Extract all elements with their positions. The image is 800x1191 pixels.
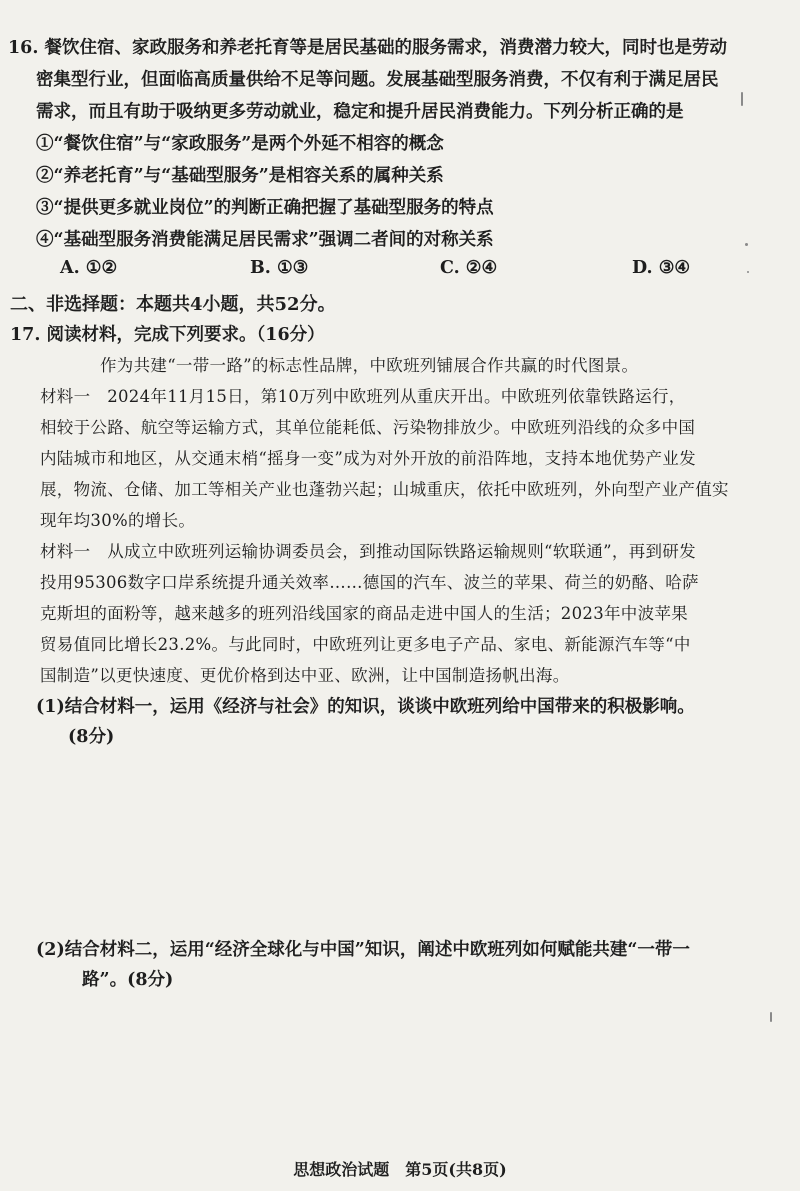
q17-intro: 作为共建“一带一路”的标志性品牌，中欧班列铺展合作共赢的时代图景。 [100, 356, 639, 375]
q17-sub2-line-1: (2)结合材料二，运用“经济全球化与中国”知识，阐述中欧班列如何赋能共建“一带一 [36, 940, 690, 960]
material-1-line-5: 现年均30%的增长。 [40, 511, 196, 530]
page-footer: 思想政治试题 第5页(共8页) [293, 1160, 507, 1179]
q16-stem-line-3: 需求，而且有助于吸纳更多劳动就业，稳定和提升居民消费能力。下列分析正确的是 [36, 102, 684, 122]
q16-stem-line-1: 16. 餐饮住宿、家政服务和养老托育等是居民基础的服务需求，消费潜力较大，同时也是劳动 [8, 38, 728, 58]
material-2-line-3: 克斯坦的面粉等，越来越多的班列沿线国家的商品走进中国人的生活；2023年中波苹果 [40, 604, 688, 623]
q17-stem: 17. 阅读材料，完成下列要求。（16分） [10, 325, 325, 345]
material-2-line-5: 国制造”以更快速度、更优价格到达中亚、欧洲，让中国制造扬帆出海。 [40, 666, 570, 685]
material-2-line-2: 投用95306数字口岸系统提升通关效率……德国的汽车、波兰的苹果、荷兰的奶酪、哈萨 [40, 573, 699, 592]
material-1-line-3: 内陆城市和地区，从交通末梢“摇身一变”成为对外开放的前沿阵地，支持本地优势产业发 [40, 449, 696, 468]
material-1-line-4: 展，物流、仓储、加工等相关产业也蓬勃兴起；山城重庆，依托中欧班列，外向型产业产值实 [40, 480, 729, 499]
q16-statement-1: ①“餐饮住宿”与“家政服务”是两个外延不相容的概念 [36, 134, 444, 154]
q16-option-a: A. ①② [60, 258, 118, 278]
q16-statement-2: ②“养老托育”与“基础型服务”是相容关系的属种关系 [36, 166, 444, 186]
material-1-line-2: 相较于公路、航空等运输方式，其单位能耗低、污染物排放少。中欧班列沿线的众多中国 [40, 418, 696, 437]
section-2-heading: 二、非选择题：本题共4小题，共52分。 [10, 294, 336, 315]
q16-option-c: C. ②④ [440, 258, 498, 278]
q17-sub1-line-1: (1)结合材料一，运用《经济与社会》的知识，谈谈中欧班列给中国带来的积极影响。 [36, 697, 695, 717]
q16-statement-3: ③“提供更多就业岗位”的判断正确把握了基础型服务的特点 [36, 198, 494, 218]
q16-statement-4: ④“基础型服务消费能满足居民需求”强调二者间的对称关系 [36, 230, 494, 250]
q16-stem-line-2: 密集型行业，但面临高质量供给不足等问题。发展基础型服务消费，不仅有利于满足居民 [36, 70, 719, 90]
material-2-line-4: 贸易值同比增长23.2%。与此同时，中欧班列让更多电子产品、家电、新能源汽车等“中 [40, 635, 691, 654]
material-2-line-1: 材料一 从成立中欧班列运输协调委员会，到推动国际铁路运输规则“软联通”，再到研发 [40, 542, 696, 561]
scan-speck [747, 271, 749, 273]
q17-sub1-line-2: (8分) [68, 727, 115, 747]
material-1-line-1: 材料一 2024年11月15日，第10万列中欧班列从重庆开出。中欧班列依靠铁路运行， [40, 387, 686, 406]
scan-speck [770, 1012, 772, 1022]
scan-speck [745, 243, 748, 246]
scan-speck [741, 92, 743, 106]
q16-option-d: D. ③④ [632, 258, 691, 278]
q16-option-b: B. ①③ [250, 258, 309, 278]
q17-sub2-line-2: 路”。(8分) [82, 970, 174, 990]
